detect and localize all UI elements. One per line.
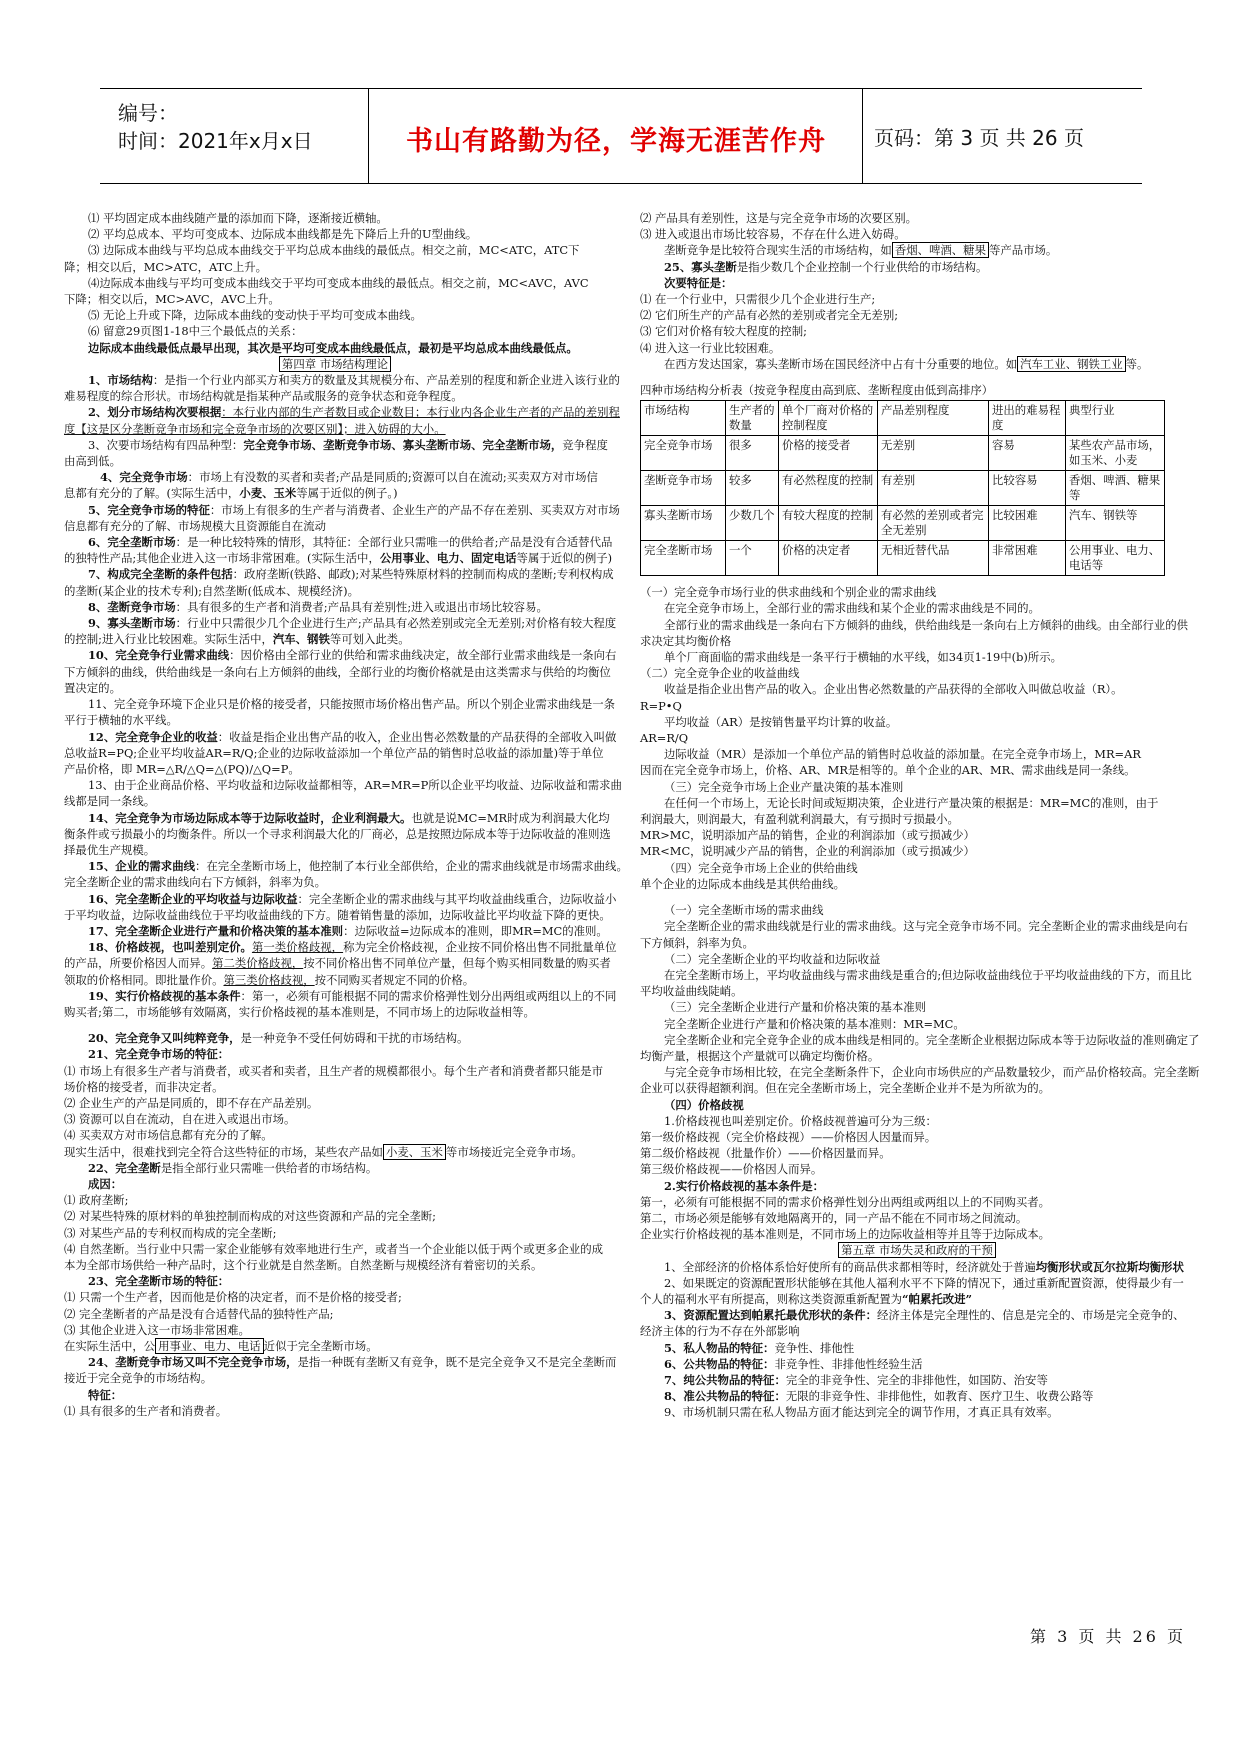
text-line: （二）完全竞争企业的收益曲线: [640, 666, 800, 681]
table-cell: 少数几个: [726, 506, 779, 541]
text-line: 衡条件或亏损最小的均衡条件。所以一个寻求利润最大化的厂商必，总是按照边际成本等于边际收益的准则选: [64, 826, 611, 841]
text-line: 6、完全垄断市场：是一种比较特殊的情形，其特征：全部行业只需唯一的供给者;产品是没有合适替代品: [88, 535, 613, 550]
table-header-row: [641, 401, 1165, 436]
text-line: 边际成本曲线最低点最早出现，其次是平均可变成本曲线最低点，最初是平均总成本曲线最低点。: [88, 340, 578, 355]
text-line: ⑸ 无论上升或下降，边际成本曲线的变动快于平均可变成本曲线。: [88, 308, 422, 323]
text-line: 本为全部市场供给一种产品时，这个行业就是自然垄断。自然垄断与规模经济有着密切的关系。: [64, 1258, 543, 1272]
text-line: （四）完全竞争市场上企业的供给曲线: [664, 860, 858, 875]
text-line: ⑶ 它们对价格有较大程度的控制;: [640, 324, 807, 339]
text-line: ⑴ 政府垄断;: [64, 1193, 129, 1208]
text-line: 2、如果既定的资源配置形状能够在其他人福利水平不下降的情况下，通过重新配置资源，使得最少有一: [664, 1275, 1184, 1290]
table-cell: 比较容易: [989, 471, 1066, 506]
header-page-label: 页码：第 3 页 共 26 页: [874, 126, 1084, 150]
text-line: AR=R/Q: [640, 731, 689, 746]
text-line: 利润最大，则润最大，有盈利就利润最大，有亏损时亏损最小。: [640, 812, 959, 827]
table-cell: 一个: [726, 541, 779, 576]
table-cell: 非常困难: [989, 541, 1066, 576]
text-line: 现实生活中，很难找到完全符合这些特征的市场，某些农产品如 小麦、玉米 等市场接近完全竞争市场。: [64, 1144, 583, 1159]
text-line: ⑶ 进入或退出市场比较容易，不存在什么进入妨碍。: [640, 227, 906, 242]
text-line: ⑵ 完全垄断者的产品是没有合适替代品的独特性产品;: [64, 1306, 334, 1321]
text-line: 的产品，所要价格因人而异。第二类价格歧视，按不同价格出售不同单位产量，但每个购买相同数量的购买者: [64, 956, 611, 971]
text-line: 3、资源配置达到帕累托最优形状的条件：经济主体是完全理性的、信息是完全的、市场是完全竞争的、: [664, 1308, 1185, 1323]
header-page-cell: [864, 89, 1142, 183]
text-line: ⑷边际成本曲线与平均可变成本曲线交于平均可变成本曲线的最低点。相交之前，MC<AVC，AVC: [88, 275, 589, 290]
text-line: ⑷ 自然垄断。当行业中只需一家企业能够有效率地进行生产，或者当一个企业能以低于两个或更多企业的成: [64, 1241, 603, 1256]
table-row: [641, 471, 1165, 506]
text-line: 15、企业的需求曲线：在完全垄断市场上，他控制了本行业全部供给，企业的需求曲线就是市场需求曲线。: [88, 859, 628, 874]
text-line: 经济主体的行为不存在外部影响: [640, 1324, 800, 1339]
text-line: 产品价格，即 MR=△R/△Q=△(PQ)/△Q=P。: [64, 761, 300, 776]
text-line: ⑴ 具有很多的生产者和消费者。: [64, 1403, 228, 1418]
text-line: 特征：: [88, 1387, 123, 1402]
text-line: 7、纯公共物品的特征：完全的非竞争性、完全的非排他性，如国防、治安等: [664, 1372, 1048, 1387]
chapter-5-heading: 第五章 市场失灵和政府的干预: [838, 1242, 996, 1258]
text-line: ⑹ 留意29页图1-18中三个最低点的关系：: [88, 324, 303, 339]
text-line: 购买者;第二，市场能够有效隔离，实行价格歧视的基本准则是，不同市场上的边际收益相等。: [64, 1004, 535, 1019]
text-line: 17、完全垄断企业进行产量和价格决策的基本准则：边际收益=边际成本的准则，即MR=MC的准则。: [88, 923, 608, 938]
text-line: 完全垄断企业和完全竞争企业的成本曲线是相同的。完全垄断企业根据边际成本等于边际收益的准则确定了: [664, 1032, 1200, 1047]
text-line: 完全垄断企业的需求曲线向右下方倾斜，斜率为负。: [64, 875, 326, 890]
text-line: 1、全部经济的价格体系恰好使所有的商品供求都相等时，经济就处于普遍均衡形状或瓦尔拉斯均衡形状: [664, 1259, 1184, 1274]
text-line: 9、市场机制只需在私人物品方面才能达到完全的调节作用，才真正具有效率。: [664, 1405, 1059, 1420]
text-line: 在任何一个市场上，无论长时间或短期决策，企业进行产量决策的根据是：MR=MC的准则，由于: [664, 795, 1159, 810]
text-line: 难易程度的综合形状。市场结构就是指某种产品或服务的竞争状态和竞争程度。: [64, 389, 463, 404]
text-line: 平均收益（AR）是按销售量平均计算的收益。: [664, 714, 898, 729]
text-line: ⑵ 平均总成本、平均可变成本、边际成本曲线都是先下降后上升的U型曲线。: [88, 227, 478, 242]
page-header: [100, 88, 1142, 184]
text-line: 4、完全竞争市场：市场上有没数的买者和卖者;产品是同质的;资源可以自在流动;买卖双方对市场信: [100, 470, 598, 485]
text-line: 16、完全垄断企业的平均收益与边际收益：完全垄断企业的需求曲线与其平均收益曲线重合，边际收益小: [88, 891, 617, 906]
text-line: ⑴ 在一个行业中，只需很少几个企业进行生产;: [640, 292, 876, 307]
text-line: ⑶ 资源可以自在流动，自在进入或退出市场。: [64, 1112, 296, 1127]
text-line: 单个厂商面临的需求曲线是一条平行于横轴的水平线，如34页1-19中(b)所示。: [664, 650, 1062, 665]
table-row: [641, 541, 1165, 576]
table-cell: 汽车、钢铁等: [1066, 506, 1165, 541]
text-line: 第一，必须有可能根据不同的需求价格弹性划分出两组或两组以上的不同购买者。: [640, 1194, 1051, 1209]
table-cell: 香烟、啤酒、糖果等: [1066, 471, 1165, 506]
market-structure-table: [640, 400, 1165, 576]
text-line: 14、完全竞争为市场边际成本等于边际收益时，企业利润最大。也就是说MC=MR时成为利润最大化均: [88, 810, 610, 825]
text-line: 21、完全竞争市场的特征：: [88, 1047, 230, 1062]
text-line: 在西方发达国家，寡头垄断市场在国民经济中占有十分重要的地位。如 汽车工业、钢铁工业 等。: [664, 356, 1149, 371]
text-line: 第二，市场必须是能够有效地隔离开的，同一产品不能在不同市场之间流动。: [640, 1210, 1028, 1225]
text-line: 在实际生活中，公 用事业、电力、电话 近似于完全垄断市场。: [64, 1339, 378, 1354]
table-cell: 完全竞争市场: [641, 436, 726, 471]
text-line: 在完全竞争市场上，全部行业的需求曲线和某个企业的需求曲线是不同的。: [664, 601, 1040, 616]
text-line: 完全垄断企业进行产量和价格决策的基本准则：MR=MC。: [664, 1016, 965, 1031]
table-row: [641, 436, 1165, 471]
text-line: 8、准公共物品的特征：无限的非竞争性、非排他性，如教育、医疗卫生、收费公路等: [664, 1389, 1094, 1404]
table-cell: 完全垄断市场: [641, 541, 726, 576]
text-line: R=P•Q: [640, 698, 682, 713]
text-line: 收益是指企业出售产品的收入。企业出售必然数量的产品获得的全部收入叫做总收益（R）。: [664, 682, 1123, 697]
text-line: 场价格的接受者，而非决定者。: [64, 1079, 224, 1094]
text-line: 企业可以获得超额利润。但在完全垄断市场上，完全垄断企业并不是为所欲为的。: [640, 1081, 1051, 1096]
text-line: 全部行业的需求曲线是一条向右下方倾斜的曲线，供给曲线是一条向右上方倾斜的曲线。由全部行业的供: [664, 617, 1188, 632]
text-line: 13、由于企业商品价格、平均收益和边际收益都相等，AR=MR=P所以企业平均收益、边际收益和需求曲: [88, 778, 622, 793]
text-line: 18、价格歧视，也叫差别定价。第一类价格歧视，称为完全价格歧视，企业按不同价格出售不同批量单位: [88, 940, 617, 955]
text-line: （一）完全竞争市场行业的供求曲线和个别企业的需求曲线: [640, 585, 937, 600]
text-line: MR<MC，说明减少产品的销售，企业的利润添加（或亏损减少）: [640, 844, 975, 859]
text-line: 9、寡头垄断市场：行业中只需很少几个企业进行生产;产品具有必然差别或完全无差别;对价格有较大程度: [88, 616, 617, 631]
text-line: 19、实行价格歧视的基本条件：第一，必须有可能根据不同的需求价格弹性划分出两组或两组以上的不同: [88, 988, 617, 1003]
table-caption: 四种市场结构分析表（按竞争程度由高到底、垄断程度由低到高排序）: [640, 383, 994, 398]
table-cell: 垄断竞争市场: [641, 471, 726, 506]
doc-time-label: 时间：2021年x月x日: [118, 129, 313, 153]
text-line: 6、公共物品的特征：非竞争性、非排他性经验生活: [664, 1356, 923, 1371]
text-line: 第二级价格歧视（批量作价）——价格因量而异。: [640, 1146, 891, 1161]
text-line: 2、划分市场结构次要根据：本行业内部的生产者数目或企业数目；本行业内各企业生产者的产品的差别程: [88, 405, 620, 420]
header-motto: 书山有路勤为径，学海无涯苦作舟: [406, 126, 826, 157]
text-line: 23、完全垄断市场的特征：: [88, 1274, 230, 1289]
table-cell: 有必然程度的控制: [779, 471, 878, 506]
text-line: 均衡产量，根据这个产量就可以确定均衡价格。: [640, 1048, 880, 1063]
text-line: 2.实行价格歧视的基本条件是：: [664, 1178, 824, 1193]
text-line: ⑵ 对某些特殊的原材料的单独控制而构成的对这些资源和产品的完全垄断;: [64, 1209, 436, 1224]
text-line: ⑶ 对某些产品的专利权而构成的完全垄断;: [64, 1225, 277, 1240]
table-header-cell: 单个厂商对价格的控制程度: [779, 401, 878, 436]
text-line: 线都是同一条线。: [64, 794, 156, 809]
table-cell: 较多: [726, 471, 779, 506]
text-line: （一）完全垄断市场的需求曲线: [664, 903, 824, 918]
text-line: MR>MC，说明添加产品的销售，企业的利润添加（或亏损减少）: [640, 828, 975, 843]
text-line: 3、次要市场结构有四品种型：完全竞争市场、垄断竞争市场、寡头垄断市场、完全垄断市场，竞争程度: [88, 437, 608, 452]
chapter-4-heading: 第四章 市场结构理论: [279, 356, 391, 372]
table-cell: 无相近替代品: [878, 541, 989, 576]
header-info-cell: [100, 89, 369, 183]
chapter-title: [640, 1242, 1194, 1258]
text-line: 22、完全垄断是指全部行业只需唯一供给者的市场结构。: [88, 1160, 378, 1175]
text-line: 下降；相交以后，MC>AVC，AVC上升。: [64, 292, 280, 307]
text-line: 求决定其均衡价格: [640, 633, 732, 648]
text-line: ⑴ 平均固定成本曲线随产量的添加而下降，逐渐接近横轴。: [88, 211, 388, 225]
text-line: 因而在完全竞争市场上，价格、AR、MR是相等的。单个企业的AR、MR、需求曲线是同一条线。: [640, 763, 1136, 778]
text-line: 平均收益曲线陡峭。: [640, 984, 743, 999]
text-line: 总收益R=PQ;企业平均收益AR=R/Q;企业的边际收益添加一个单位产品的销售时总收益的添加量)等于单位: [64, 745, 604, 760]
table-cell: 寡头垄断市场: [641, 506, 726, 541]
table-header-cell: 典型行业: [1066, 401, 1165, 436]
table-header-cell: 产品差别程度: [878, 401, 989, 436]
text-line: 11、完全竞争环境下企业只是价格的接受者，只能按照市场价格出售产品。所以个别企业需求曲线是一条: [88, 697, 616, 712]
text-line: 下方倾斜的曲线，供给曲线是一条向右上方倾斜的曲线，全部行业的均衡价格就是由这类需求与供给的均衡位: [64, 664, 611, 679]
text-line: ⑵ 企业生产的产品是同质的，即不存在产品差别。: [64, 1095, 319, 1110]
text-line: 第三级价格歧视——价格因人而异。: [640, 1162, 823, 1177]
text-line: 于平均收益，边际收益曲线位于平均收益曲线的下方。随着销售量的添加，边际收益比平均收益下降的更快。: [64, 907, 611, 922]
text-line: ⑶ 边际成本曲线与平均总成本曲线交于平均总成本曲线的最低点。相交之前，MC<ATC，ATC下: [88, 243, 580, 258]
text-line: ⑷ 买卖双方对市场信息都有充分的了解。: [64, 1128, 273, 1143]
text-line: 的独特性产品;其他企业进入这一市场非常困难。(实际生活中，公用事业、电力、固定电话等属于近似的例子): [64, 551, 613, 566]
text-line: 25、寡头垄断是指少数几个企业控制一个行业供给的市场结构。: [664, 259, 988, 274]
text-line: 20、完全竞争又叫纯粹竞争，是一种竞争不受任何妨碍和干扰的市场结构。: [88, 1031, 469, 1046]
text-line: 单个企业的边际成本曲线是其供给曲线。: [640, 876, 846, 891]
text-line: 24、垄断竞争市场又叫不完全竞争市场，是指一种既有垄断又有竞争，既不是完全竞争又不是完全垄断而: [88, 1355, 617, 1370]
text-line: 由高到低。: [64, 454, 121, 469]
text-line: ⑴ 市场上有很多生产者与消费者，或买者和卖者，且生产者的规模都很小。每个生产者和消费者都只能是市: [64, 1063, 603, 1078]
text-line: 择最优生产规模。: [64, 842, 156, 857]
chapter-title: [64, 356, 606, 372]
text-line: 边际收益（MR）是添加一个单位产品的销售时总收益的添加量。在完全竞争市场上，MR=AR: [664, 747, 1141, 762]
text-line: 12、完全竞争企业的收益：收益是指企业出售产品的收入，企业出售必然数量的产品获得的全部收入叫做: [88, 729, 617, 744]
text-line: 领取的价格相同。即批量作价。第三类价格歧视，按不同购买者规定不同的价格。: [64, 972, 475, 987]
table-cell: 某些农产品市场，如玉米、小麦: [1066, 436, 1165, 471]
text-line: 垄断竞争是比较符合现实生活的市场结构，如 香烟、啤酒、糖果 等产品市场。: [664, 243, 1058, 258]
table-cell: 比较困难: [989, 506, 1066, 541]
text-line: 在完全垄断市场上，平均收益曲线与需求曲线是重合的;但边际收益曲线位于平均收益曲线的下方，而且比: [664, 967, 1192, 982]
text-line: 8、垄断竞争市场：具有很多的生产者和消费者;产品具有差别性;进入或退出市场比较容易。: [88, 599, 548, 614]
page-footer: 第 3 页 共 26 页: [1030, 1627, 1186, 1646]
doc-id-label: 编号：: [118, 101, 178, 125]
text-line: 度【这是区分垄断竞争市场和完全竞争市场的次要区别】；进入妨碍的大小。: [64, 421, 446, 436]
text-line: （三）完全竞争市场上企业产量决策的基本准则: [664, 779, 904, 794]
text-line: ⑶ 其他企业进入这一市场非常困难。: [64, 1322, 250, 1337]
text-line: 完全垄断企业的需求曲线就是行业的需求曲线。这与完全竞争市场不同。完全垄断企业的需求曲线是向右: [664, 919, 1188, 934]
text-line: 1、市场结构：是指一个行业内部买方和卖方的数量及其规模分布、产品差别的程度和新企业进入该行业的: [88, 373, 620, 388]
table-cell: 有差别: [878, 471, 989, 506]
table-cell: 容易: [989, 436, 1066, 471]
text-line: ⑷ 进入这一行业比较困难。: [640, 340, 781, 355]
text-line: 息都有充分的了解。(实际生活中，小麦、玉米等属于近似的例子。): [64, 486, 398, 501]
text-line: 企业实行价格歧视的基本准则是，不同市场上的边际收益相等并且等于边际成本。: [640, 1227, 1051, 1242]
text-line: 7、构成完全垄断的条件包括：政府垄断(铁路、邮政);对某些特殊原材料的控制而构成的垄断;专利权构成: [88, 567, 614, 582]
text-line: 与完全竞争市场相比较，在完全垄断条件下，企业向市场供应的产品数量较少，而产品价格较高。完全垄断: [664, 1065, 1200, 1080]
text-line: ⑴ 只需一个生产者，因而他是价格的决定者，而不是价格的接受者;: [64, 1290, 402, 1305]
text-line: 个人的福利水平有所提高，则称这类资源重新配置为“帕累托改进”: [640, 1291, 973, 1306]
table-header-cell: 生产者的数量: [726, 401, 779, 436]
table-header-cell: 进出的难易程度: [989, 401, 1066, 436]
right-column: [640, 210, 1200, 1421]
text-line: 10、完全竞争行业需求曲线：因价格由全部行业的供给和需求曲线决定，故全部行业需求曲线是一条向右: [88, 648, 617, 663]
text-line: 第一级价格歧视（完全价格歧视）——价格因人因量而异。: [640, 1129, 937, 1144]
table-row: [641, 506, 1165, 541]
text-line: 置决定的。: [64, 680, 121, 695]
text-line: 次要特征是：: [664, 275, 733, 290]
text-line: 的控制;进入行业比较困难。实际生活中，汽车、钢铁等可划入此类。: [64, 632, 410, 647]
table-header-cell: 市场结构: [641, 401, 726, 436]
table-cell: 很多: [726, 436, 779, 471]
text-line: （四）价格歧视: [664, 1097, 744, 1112]
table-cell: 有必然的差别或者完全无差别: [878, 506, 989, 541]
text-line: 接近于完全竞争的市场结构。: [64, 1371, 213, 1386]
text-line: ⑵ 产品具有差别性，这是与完全竞争市场的次要区别。: [640, 211, 917, 225]
text-line: 下方倾斜，斜率为负。: [640, 935, 754, 950]
table-cell: 价格的决定者: [779, 541, 878, 576]
text-line: 5、私人物品的特征：竞争性、排他性: [664, 1340, 855, 1355]
table-cell: 有较大程度的控制: [779, 506, 878, 541]
table-cell: 公用事业、电力、电话等: [1066, 541, 1165, 576]
text-line: 的垄断(某企业的技术专利);自然垄断(低成本、规模经济)。: [64, 583, 359, 598]
text-line: 信息都有充分的了解、市场规模大且资源能自在流动: [64, 518, 326, 533]
text-line: 成因：: [88, 1176, 123, 1191]
text-line: （二）完全垄断企业的平均收益和边际收益: [664, 951, 881, 966]
text-line: 降；相交以后，MC>ATC，ATC上升。: [64, 259, 268, 274]
left-column: [64, 210, 628, 1419]
text-line: （三）完全垄断企业进行产量和价格决策的基本准则: [664, 1000, 926, 1015]
table-cell: 价格的接受者: [779, 436, 878, 471]
text-line: ⑵ 它们所生产的产品有必然的差别或者完全无差别;: [640, 308, 899, 323]
text-line: 5、完全竞争市场的特征：市场上有很多的生产者与消费者、企业生产的产品不存在差别、买卖双方对市场: [88, 502, 620, 517]
text-line: 1.价格歧视也叫差别定价。价格歧视普遍可分为三级：: [664, 1113, 937, 1128]
header-motto-cell: [370, 89, 863, 183]
table-cell: 无差别: [878, 436, 989, 471]
text-line: 平行于横轴的水平线。: [64, 713, 178, 728]
